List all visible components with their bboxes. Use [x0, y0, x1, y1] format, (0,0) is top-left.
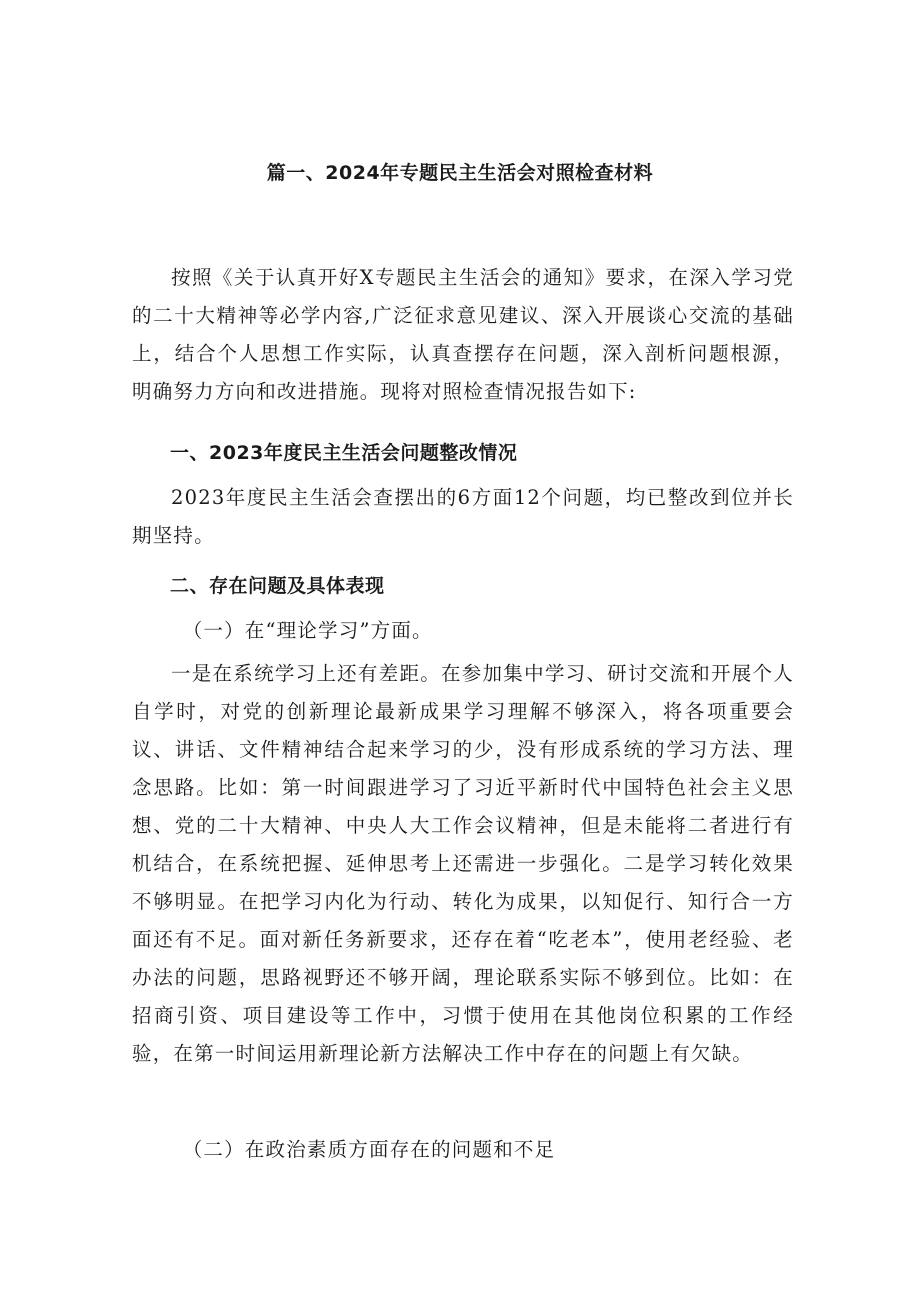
document-title: 篇一、2024年专题民主生活会对照检查材料 — [266, 162, 654, 184]
section2-sub1-paragraph: 一是在系统学习上还有差距。在参加集中学习、研讨交流和开展个人自学时，对党的创新理论最新成果学习理解不够深入，将各项重要会议、讲话、文件精神结合起来学习的少，没有形成系统的学习方法、理念思路。比如：第一时间跟进学习了习近平新时代中国特色社会主义思想、党的二十大精神、中央人大工作会议精神，但是未能将二者进行有机结合，在系统把握、延伸思考上还需进一步强化。二是学习转化效果不够明显。在把学习内化为行动、转化为成果，以知促行、知行合一方面还有不足。面对新任务新要求，还存在着“吃老本”，使用老经验、老办法的问题，思路视野还不够开阔，理论联系实际不够到位。比如：在招商引资、项目建设等工作中，习惯于使用在其他岗位积累的工作经验，在第一时间运用新理论新方法解决工作中存在的问题上有欠缺。 — [132, 662, 794, 1065]
section2-heading: 二、存在问题及具体表现 — [170, 575, 385, 597]
section1-paragraph: 2023年度民主生活会查摆出的6方面12个问题，均已整改到位并长期坚持。 — [132, 486, 794, 547]
section2-sub2-heading: （二）在政治素质方面存在的问题和不足 — [182, 1138, 556, 1161]
section1-heading: 一、2023年度民主生活会问题整改情况 — [170, 442, 518, 464]
intro-paragraph: 按照《关于认真开好X专题民主生活会的通知》要求，在深入学习党的二十大精神等必学内容,广泛征求意见建议、深入开展谈心交流的基础上，结合个人思想工作实际，认真查摆存在问题，深入剖析问题根源，明确努力方向和改进措施。现将对照检查情况报告如下: — [132, 266, 794, 403]
section2-sub1-heading: （一）在“理论学习”方面。 — [182, 619, 433, 642]
